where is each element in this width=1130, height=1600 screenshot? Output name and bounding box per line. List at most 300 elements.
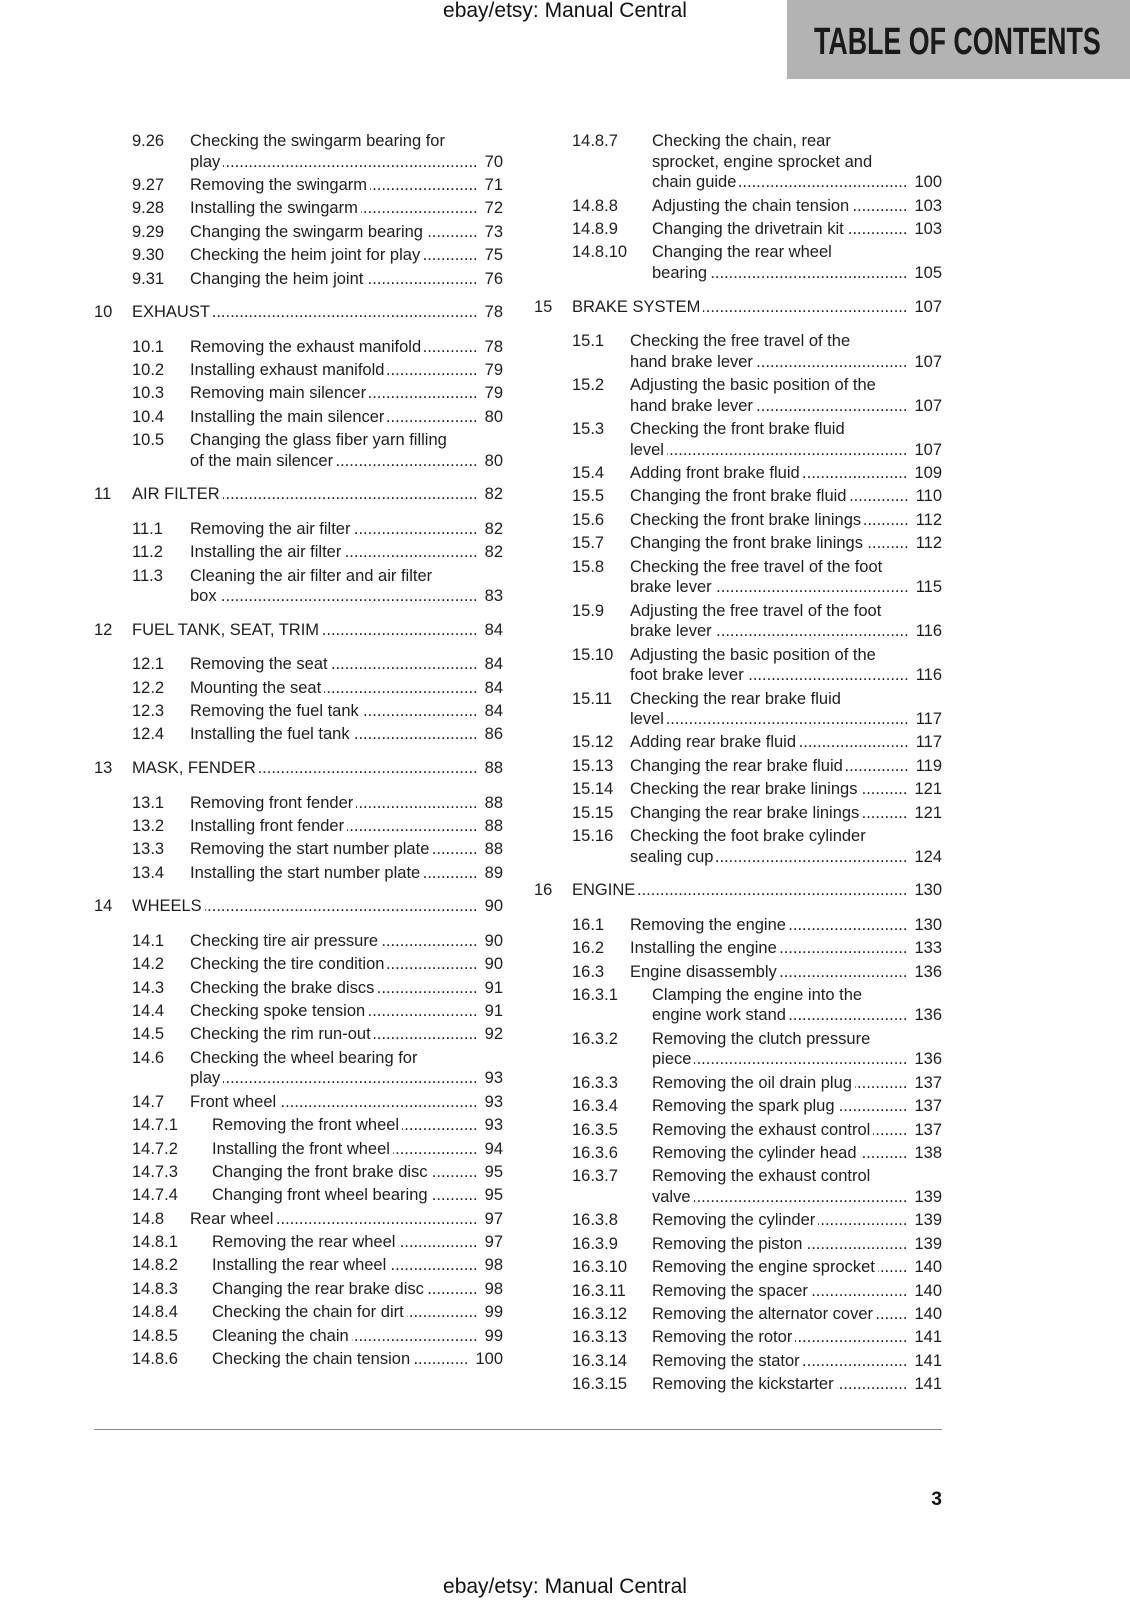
toc-entry [94, 131, 503, 172]
title-text: Installing the rear wheel [212, 1256, 387, 1275]
page-reference: 141 [914, 1375, 942, 1394]
dot-leader [352, 1326, 478, 1347]
entry-title [630, 375, 942, 416]
entry-title [652, 1281, 942, 1302]
section-number: 14.8.4 [132, 1303, 178, 1322]
toc-entry [534, 962, 942, 983]
dot-leader [860, 779, 907, 800]
section-number: 16.3.14 [572, 1351, 628, 1370]
title-line-with-page [190, 701, 503, 722]
page-reference: 139 [914, 1234, 942, 1253]
entry-title [652, 1073, 942, 1094]
entry-title [630, 645, 942, 686]
dot-leader [362, 701, 478, 722]
section-number: 11.1 [132, 519, 163, 538]
title-text: Checking the brake discs [190, 978, 375, 997]
title-text: of the main silencer [190, 451, 334, 470]
section-number: 16.3.13 [572, 1328, 628, 1347]
dot-leader [431, 1185, 478, 1206]
title-text: bearing [652, 263, 708, 282]
section-number: 14.8.7 [572, 132, 618, 150]
section-number: 16.3.12 [572, 1304, 628, 1323]
toc-entry [94, 269, 503, 290]
dot-leader [847, 219, 908, 240]
title-line-with-page [630, 440, 942, 461]
page-reference: 98 [484, 1256, 503, 1275]
dot-leader [846, 756, 909, 777]
title-line-with-page [212, 1232, 503, 1253]
entry-title [652, 1210, 942, 1231]
title-line-with-page [212, 1185, 503, 1206]
toc-chapter [94, 896, 503, 917]
dot-leader [331, 654, 478, 675]
title-text: Adjusting the chain tension [652, 196, 850, 215]
dot-leader [789, 1005, 908, 1026]
title-text: level [630, 710, 664, 729]
section-title: TABLE OF CONTENTS [814, 21, 1101, 63]
entry-title [190, 863, 503, 884]
dot-leader [426, 222, 478, 243]
entry-title [630, 331, 942, 372]
title-line-with-page [630, 665, 942, 686]
title-line-with-page [652, 1257, 942, 1278]
entry-title [212, 1185, 503, 1206]
toc-entry [534, 510, 942, 531]
title-text: sealing cup [630, 847, 714, 866]
page-reference: 84 [484, 655, 503, 674]
toc-entry [94, 430, 503, 471]
page-reference: 100 [914, 173, 942, 192]
page-reference: 137 [914, 1073, 942, 1092]
title-line: Removing the exhaust control [652, 1167, 871, 1186]
dot-leader [852, 196, 907, 217]
toc-entry [534, 938, 942, 959]
title-line: Clamping the engine into the [652, 985, 863, 1004]
title-text: Removing the seat [190, 655, 328, 674]
title-text: Removing the spacer [652, 1281, 808, 1300]
title-line-with-page [652, 1187, 942, 1208]
title-line-with-page [190, 931, 503, 952]
toc-entry [94, 1279, 503, 1300]
dot-leader [838, 1096, 908, 1117]
title-text: BRAKE SYSTEM [572, 297, 701, 316]
page-reference: 99 [484, 1326, 503, 1345]
section-number: 14.7.2 [132, 1139, 178, 1158]
entry-title [190, 839, 503, 860]
entry-title [630, 601, 942, 642]
dot-leader [780, 962, 908, 983]
title-line-with-page [190, 542, 503, 563]
entry-title [652, 1374, 942, 1395]
dot-leader [811, 1281, 908, 1302]
title-text: Front wheel [190, 1092, 277, 1111]
dot-leader [353, 519, 477, 540]
page-reference: 93 [484, 1092, 503, 1111]
section-number: 13.3 [132, 840, 165, 859]
title-text: Checking the heim joint for play [190, 246, 421, 265]
page-reference: 100 [475, 1350, 503, 1369]
title-text: Removing the engine sprocket [652, 1258, 875, 1277]
entry-title [190, 566, 503, 607]
title-line-with-page [630, 938, 942, 959]
section-number: 15.1 [572, 332, 605, 351]
page-reference: 116 [915, 622, 942, 641]
page-reference: 88 [484, 816, 503, 835]
title-line-with-page [630, 510, 942, 531]
title-line-with-page [652, 1143, 942, 1164]
entry-title [132, 302, 503, 323]
dot-leader [344, 542, 477, 563]
title-text: Engine disassembly [630, 962, 777, 981]
page-reference: 80 [484, 407, 503, 426]
title-text: Removing the front wheel [212, 1116, 400, 1135]
toc-chapter [94, 620, 503, 641]
toc-entry [534, 219, 942, 240]
title-text: hand brake lever [630, 352, 753, 371]
section-number: 12.3 [132, 702, 165, 721]
page-reference: 140 [914, 1258, 942, 1277]
entry-title [630, 533, 942, 554]
title-text: Cleaning the chain [212, 1326, 349, 1345]
entry-title [652, 1143, 942, 1164]
page-reference: 84 [484, 620, 503, 639]
title-line-with-page [132, 620, 503, 641]
title-line-with-page [190, 407, 503, 428]
title-text: Checking spoke tension [190, 1001, 366, 1020]
title-text: Removing the air filter [190, 519, 351, 538]
title-text: Adding rear brake fluid [630, 733, 797, 752]
section-number: 14.8.6 [132, 1350, 178, 1369]
dot-leader [799, 732, 909, 753]
title-text: MASK, FENDER [132, 759, 256, 778]
title-text: Removing the exhaust manifold [190, 337, 422, 356]
title-line-with-page [190, 793, 503, 814]
page-reference: 136 [914, 1050, 942, 1069]
dot-leader [276, 1209, 477, 1230]
section-number: 15.11 [572, 689, 613, 708]
dot-leader [259, 758, 478, 779]
top-watermark: ebay/etsy: Manual Central [443, 0, 687, 22]
entry-title [190, 175, 503, 196]
toc-entry [94, 360, 503, 381]
page-reference: 138 [914, 1144, 942, 1163]
title-text: Installing the air filter [190, 543, 342, 562]
page-reference: 82 [484, 485, 503, 504]
entry-title [212, 1115, 503, 1136]
entry-title [132, 484, 503, 505]
title-text: Installing front fender [190, 816, 345, 835]
title-line: Checking the free travel of the [630, 332, 851, 351]
entry-title [212, 1232, 503, 1253]
toc-entry [94, 863, 503, 884]
page-reference: 107 [914, 440, 942, 459]
section-number: 14.6 [132, 1048, 165, 1067]
section-number: 15.6 [572, 510, 605, 529]
toc-entry [534, 463, 942, 484]
dot-leader [805, 1234, 907, 1255]
page-reference: 121 [914, 803, 942, 822]
page-reference: 107 [914, 396, 942, 415]
dot-leader [387, 360, 477, 381]
entry-title [190, 931, 503, 952]
toc-entry [534, 732, 942, 753]
title-text: Changing the rear brake linings [630, 803, 860, 822]
title-text: Installing the front wheel [212, 1139, 390, 1158]
dot-leader [789, 915, 908, 936]
title-line: Checking the free travel of the foot [630, 557, 883, 576]
title-line-with-page [652, 1304, 942, 1325]
page-reference: 140 [914, 1304, 942, 1323]
section-number: 14.8.1 [132, 1233, 178, 1252]
entry-title [652, 219, 942, 240]
entry-title [630, 689, 942, 730]
title-text: Changing front wheel bearing [212, 1186, 428, 1205]
title-line: Checking the wheel bearing for [190, 1048, 418, 1067]
title-text: Removing the cylinder head [652, 1144, 857, 1163]
toc-entry [534, 826, 942, 867]
entry-title [652, 1327, 942, 1348]
title-line-with-page [212, 1139, 503, 1160]
section-number: 15.16 [572, 827, 614, 846]
section-number: 12.2 [132, 678, 165, 697]
dot-leader [876, 1304, 907, 1325]
page-reference: 84 [484, 678, 503, 697]
toc-entry [94, 1209, 503, 1230]
title-text: Removing the engine [630, 915, 786, 934]
entry-title [190, 407, 503, 428]
dot-leader [739, 172, 907, 193]
page-reference: 136 [914, 1006, 942, 1025]
dot-leader [803, 463, 908, 484]
dot-leader [694, 1187, 908, 1208]
dot-leader [347, 816, 478, 837]
section-number: 16.3.2 [572, 1029, 618, 1048]
section-number: 10.1 [132, 337, 165, 356]
title-line-with-page [652, 1073, 942, 1094]
toc-entry [534, 196, 942, 217]
page-reference: 97 [484, 1209, 503, 1228]
entry-title [630, 732, 942, 753]
dot-leader [402, 1115, 478, 1136]
title-line-with-page [212, 1255, 503, 1276]
section-number: 15.7 [572, 534, 605, 553]
dot-leader [873, 1120, 907, 1141]
dot-leader [407, 1302, 478, 1323]
entry-title [630, 756, 942, 777]
dot-leader [205, 896, 478, 917]
entry-title [212, 1139, 503, 1160]
toc-right-column [534, 131, 942, 1395]
title-line: Cleaning the air filter and air filter [190, 566, 433, 585]
title-line-with-page [190, 1209, 503, 1230]
page-reference: 88 [484, 840, 503, 859]
entry-title [190, 1048, 503, 1089]
title-line: Changing the glass fiber yarn filling [190, 431, 447, 450]
toc-entry [94, 839, 503, 860]
page-number: 3 [931, 1489, 942, 1510]
section-number: 9.29 [132, 222, 165, 241]
page-reference: 82 [484, 519, 503, 538]
title-line-with-page [190, 586, 503, 607]
entry-title [652, 1351, 942, 1372]
title-line-with-page [132, 302, 503, 323]
entry-title [190, 1209, 503, 1230]
section-number: 16.3 [572, 962, 605, 981]
section-number: 14.8.9 [572, 219, 618, 238]
page-reference: 86 [484, 725, 503, 744]
title-line-with-page [630, 732, 942, 753]
title-line: Checking the front brake fluid [630, 420, 845, 438]
dot-leader [756, 396, 908, 417]
section-number: 9.27 [132, 175, 165, 194]
entry-title [212, 1279, 503, 1300]
title-text: Checking the rim run-out [190, 1025, 371, 1044]
toc-entry [94, 542, 503, 563]
title-text: Installing the engine [630, 939, 777, 958]
toc-entry [534, 1234, 942, 1255]
section-title-box [787, 0, 1130, 79]
dot-leader [716, 847, 907, 868]
title-text: Removing the start number plate [190, 840, 430, 859]
title-text: Installing the start number plate [190, 863, 421, 882]
toc-entry [94, 1255, 503, 1276]
title-text: piece [652, 1050, 692, 1069]
entry-title [572, 880, 942, 901]
title-line-with-page [190, 269, 503, 290]
section-number: 14.8 [132, 1209, 165, 1228]
dot-leader [220, 586, 478, 607]
entry-title [652, 1234, 942, 1255]
entry-title [190, 1001, 503, 1022]
title-text: Removing main silencer [190, 384, 367, 403]
section-number: 9.31 [132, 269, 165, 288]
page-reference: 130 [914, 915, 942, 934]
dot-leader [860, 1143, 908, 1164]
dot-leader [423, 863, 477, 884]
title-line-with-page [630, 533, 942, 554]
toc-entry [534, 375, 942, 416]
dot-leader [353, 724, 478, 745]
entry-title [190, 954, 503, 975]
dot-leader [377, 978, 477, 999]
title-text: Removing the cylinder [652, 1211, 816, 1230]
title-line-with-page [630, 756, 942, 777]
section-number: 14.1 [132, 931, 165, 950]
title-line: Adjusting the basic position of the [630, 376, 876, 395]
title-line-with-page [630, 915, 942, 936]
entry-title [190, 654, 503, 675]
section-number: 13.2 [132, 816, 165, 835]
page-reference: 75 [484, 246, 503, 265]
toc-entry [94, 931, 503, 952]
title-line-with-page [190, 175, 503, 196]
title-text: Changing the drivetrain kit [652, 219, 844, 238]
title-text: Removing the stator [652, 1351, 800, 1370]
section-number: 10.4 [132, 407, 165, 426]
title-text: Removing front fender [190, 793, 354, 812]
page-reference: 105 [914, 263, 942, 282]
title-line-with-page [190, 222, 503, 243]
page-reference: 112 [915, 510, 942, 529]
title-line-with-page [630, 709, 942, 730]
title-text: Rear wheel [190, 1209, 274, 1228]
toc-entry [534, 1096, 942, 1117]
dot-leader [638, 880, 907, 901]
section-number: 15.10 [572, 645, 614, 664]
section-number: 14.2 [132, 955, 165, 974]
dot-leader [381, 931, 478, 952]
section-number: 11.2 [132, 543, 163, 562]
toc-entry [534, 1166, 942, 1207]
entry-title [630, 962, 942, 983]
page-reference: 109 [914, 463, 942, 482]
toc-entry [534, 915, 942, 936]
title-text: play [190, 1069, 221, 1088]
footer-rule [94, 1429, 942, 1430]
section-number: 14.8.8 [572, 196, 618, 215]
page-reference: 139 [914, 1211, 942, 1230]
page-reference: 110 [915, 487, 942, 506]
title-line: Removing the clutch pressure [652, 1029, 871, 1048]
dot-leader [369, 383, 478, 404]
entry-title [652, 131, 942, 193]
page-reference: 121 [914, 780, 942, 799]
title-text: Mounting the seat [190, 678, 322, 697]
toc-entry [534, 756, 942, 777]
toc-entry [94, 383, 503, 404]
title-line-with-page [652, 263, 942, 284]
page-reference: 73 [484, 222, 503, 241]
title-line-with-page [652, 1210, 942, 1231]
title-text: Checking the tire condition [190, 955, 385, 974]
dot-leader [795, 1327, 907, 1348]
title-line-with-page [212, 1349, 503, 1370]
entry-title [652, 196, 942, 217]
entry-title [190, 337, 503, 358]
toc-entry [94, 1302, 503, 1323]
title-line-with-page [652, 1005, 942, 1026]
page-reference: 141 [914, 1351, 942, 1370]
page-reference: 88 [484, 793, 503, 812]
title-text: Changing the rear brake fluid [630, 756, 843, 775]
entry-title [652, 1166, 942, 1207]
section-number: 9.28 [132, 199, 165, 218]
entry-title [212, 1162, 503, 1183]
page-reference: 99 [484, 1303, 503, 1322]
dot-leader [710, 263, 907, 284]
entry-title [190, 978, 503, 999]
title-text: Changing the rear brake disc [212, 1279, 424, 1298]
title-text: Changing the front brake fluid [630, 487, 847, 506]
dot-leader [667, 709, 909, 730]
title-line-with-page [630, 847, 942, 868]
title-text: Removing the spark plug [652, 1097, 835, 1116]
title-line: Checking the rear brake fluid [630, 689, 841, 708]
entry-title [212, 1255, 503, 1276]
page-reference: 140 [914, 1281, 942, 1300]
toc-chapter [94, 484, 503, 505]
entry-title [132, 758, 503, 779]
entry-title [132, 620, 503, 641]
dot-leader [694, 1049, 907, 1070]
section-number: 15.12 [572, 733, 614, 752]
section-number: 16.2 [572, 939, 605, 958]
page-reference: 90 [484, 897, 503, 916]
entry-title [190, 269, 503, 290]
title-line-with-page [630, 577, 942, 598]
section-number: 15.5 [572, 487, 605, 506]
toc-entry [534, 1281, 942, 1302]
